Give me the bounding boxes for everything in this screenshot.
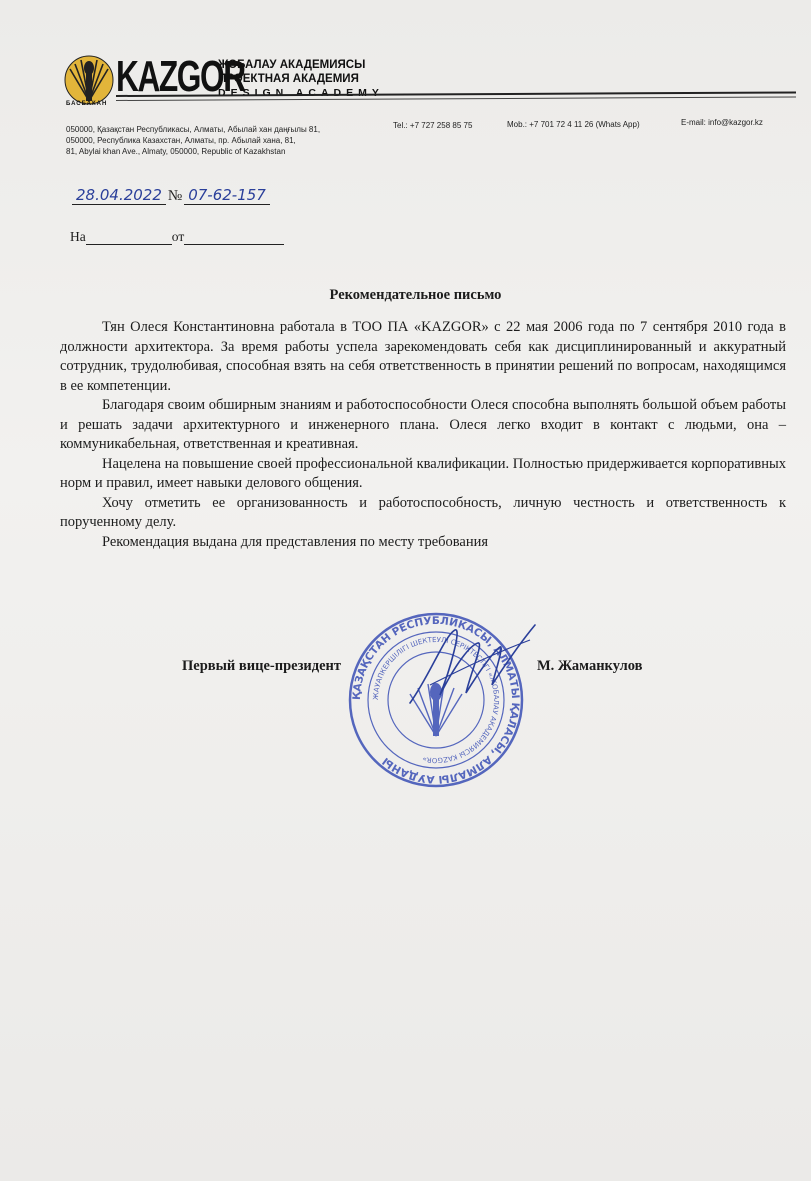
email-address: E-mail: info@kazgor.kz [681,118,763,127]
reference-date: 28.04.2022 [72,186,166,205]
paragraph: Нацелена на повышение своей профессиональной квалификации. Полностью придерживается корпоративных норм и правил, имеет навыки делового общения. [60,455,786,491]
number-sign: № [167,188,183,204]
outgoing-reference [72,186,270,205]
paragraph: Тян Олеся Константиновна работала в ТОО ПА «KAZGOR» с 22 мая 2006 года по 7 сентября 2010 года в должности архитектора. За время работы успела зарекомендовать себя как дисциплинированный и аккуратный сотрудник, трудолюбивая, способная взять на себя ответственность в принятии решений по вопросам, находящимся в ее компетенции. [60,319,786,394]
incoming-reference [70,229,284,245]
paragraph: Рекомендация выдана для представления по месту требования [102,533,489,550]
kazgor-logo-emblem [64,55,114,105]
logo-subtitle: БАСБАКАН [66,101,108,107]
address-line-en: 81, Abylai khan Ave., Almaty, 050000, Republic of Kazakhstan [66,147,286,156]
mobile-number: Mob.: +7 701 72 4 11 26 (Whats App) [507,120,640,129]
letter-title: Рекомендательное письмо [329,287,502,303]
logo-wordmark: KAZGOR [116,52,245,101]
handwritten-signature [400,615,540,715]
na-label: На [70,229,86,244]
signer-name: М. Жаманкулов [537,658,643,674]
address-line-kz: 050000, Қазақстан Республикасы, Алматы, Абылай хан даңғылы 81, [66,125,321,134]
ot-label: от [171,229,185,244]
phone-number: Tel.: +7 727 258 85 75 [393,121,473,130]
academy-name-en: DESIGN ACADEMY [218,87,384,99]
paragraph: Хочу отметить ее организованность и работоспособность, личную честность и ответственность к порученному делу. [60,494,786,530]
address-block [66,124,320,157]
letter-body [60,318,786,552]
na-blank [86,230,172,245]
ot-blank [184,230,284,245]
academy-name-kz: ЖОБАЛАУ АКАДЕМИЯСЫ [218,59,366,71]
address-line-ru: 050000, Республика Казахстан, Алматы, пр. Абылай хана, 81, [66,136,296,145]
signer-title: Первый вице-президент [182,658,341,674]
academy-name-ru: ПРОЕКТНАЯ АКАДЕМИЯ [218,73,359,85]
reference-number: 07-62-157 [184,186,270,205]
stamp-outer-text: ҚАЗАҚСТАН РЕСПУБЛИКАСЫ, АЛМАТЫ ҚАЛАСЫ, АЛМАЛЫ АУДАНЫ [350,614,522,786]
paragraph: Благодаря своим обширным знаниям и работоспособности Олеся способна выполнять большой объем работы и решать задачи архитектурного и инженерного плана. Олеся легко входит в контакт с людьми, она – коммуникабельная, ответственная и креативная. [60,397,786,452]
stamp-inner-text: ЖАУАПКЕРШІЛІГІ ШЕКТЕУЛІ СЕРІКТЕСТІГІ «ЖОБАЛАУ АКАДЕМИЯСЫ KAZGOR» [371,635,501,765]
